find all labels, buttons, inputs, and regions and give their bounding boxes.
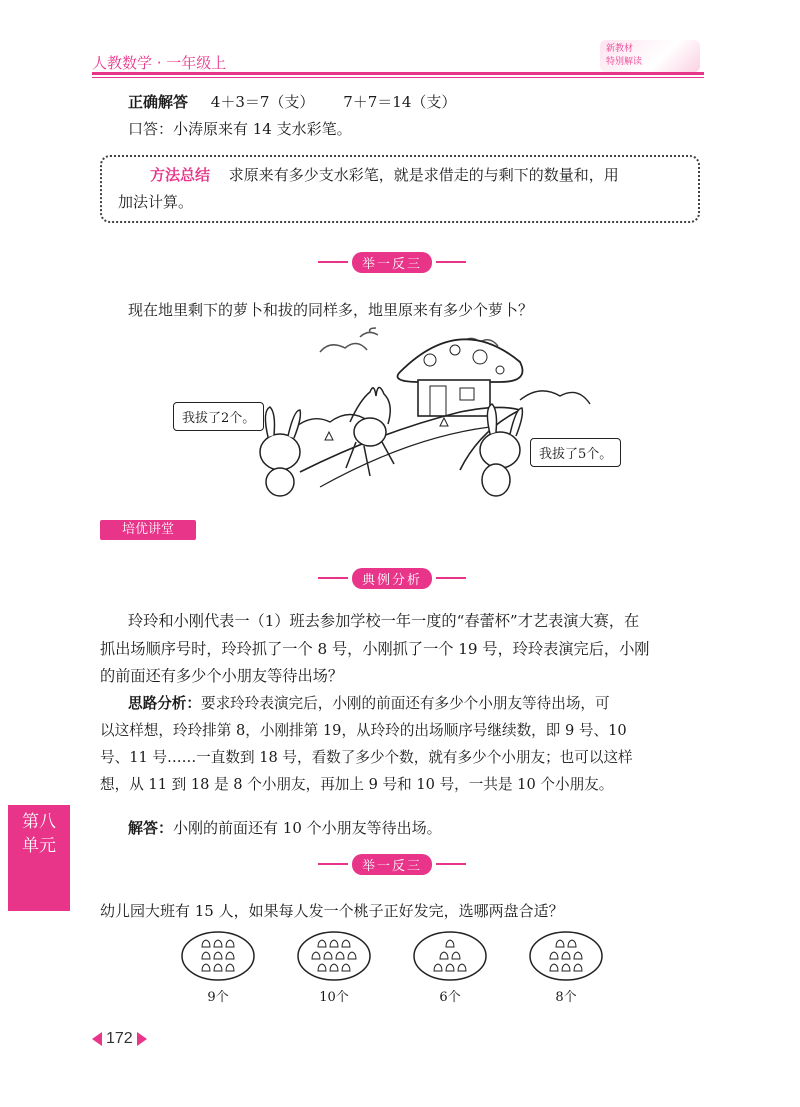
side-tab-line-2: 单元 bbox=[22, 836, 56, 856]
section-tag: 培优讲堂 bbox=[100, 520, 196, 540]
answer-label: 正确解答 bbox=[128, 93, 189, 111]
banner-line-left bbox=[318, 863, 348, 865]
banner-line-right bbox=[436, 863, 466, 865]
summary-text-1: 求原来有多少支水彩笔，就是求借走的与剩下的数量和，用 bbox=[228, 166, 619, 184]
banner-chip bbox=[352, 252, 432, 273]
banner-chip bbox=[352, 568, 432, 589]
banner-char: 举 bbox=[362, 858, 378, 874]
banner-line-right bbox=[436, 577, 466, 579]
banner-char: 三 bbox=[407, 256, 423, 272]
banner-char: 反 bbox=[392, 858, 408, 874]
header-divider-thin bbox=[92, 77, 704, 78]
peach-plate bbox=[180, 930, 256, 1005]
banner-chip bbox=[352, 854, 432, 875]
banner-char: 例 bbox=[377, 572, 393, 588]
next-arrow-icon bbox=[137, 1032, 147, 1046]
plate-drawing bbox=[296, 930, 372, 982]
badge-line-1: 新教材 bbox=[606, 44, 634, 54]
plate-label: 9个 bbox=[207, 990, 229, 1005]
analysis-line-3: 号、11 号……一直数到 18 号，看数了多少个数，就有多少个小朋友；也可以这样 bbox=[100, 749, 633, 766]
peach-plate bbox=[296, 930, 372, 1005]
plate-drawing bbox=[412, 930, 488, 982]
banner-line-left bbox=[318, 577, 348, 579]
analysis-line-4: 想，从 11 到 18 是 8 个小朋友，再加上 9 号和 10 号，一共是 10 个小朋友。 bbox=[100, 776, 614, 793]
summary-label: 方法总结 bbox=[150, 166, 211, 184]
speech-bubble-left: 我拔了2个。 bbox=[173, 402, 264, 431]
peach-plates bbox=[180, 930, 620, 1010]
banner-char: 典 bbox=[362, 572, 378, 588]
banner-line-left bbox=[318, 261, 348, 263]
banner-practice-1 bbox=[318, 252, 466, 272]
analysis-label: 思路分析： bbox=[128, 695, 201, 712]
example-line-3: 的前面还有多少个小朋友等待出场？ bbox=[100, 667, 343, 685]
side-tab-line-1: 第八 bbox=[22, 812, 56, 832]
solution-text: 小刚的前面还有 10 个小朋友等待出场。 bbox=[173, 819, 442, 837]
header-divider bbox=[92, 72, 704, 75]
analysis-line-2: 以这样想，玲玲排第 8，小刚排第 19，从玲玲的出场顺序号继续数，即 9 号、10 bbox=[100, 722, 627, 739]
plate-drawing bbox=[528, 930, 604, 982]
peach-plate bbox=[528, 930, 604, 1005]
banner-char: 三 bbox=[407, 858, 423, 874]
header-title: 人教数学 · 一年级上 bbox=[92, 54, 227, 72]
problem-2-text: 幼儿园大班有 15 人，如果每人发一个桃子正好发完，选哪两盘合适？ bbox=[100, 902, 564, 920]
answer-formula-2: 7＋7＝14（支） bbox=[343, 93, 457, 111]
peach-plate bbox=[412, 930, 488, 1005]
banner-char: 一 bbox=[377, 256, 393, 272]
example-line-2: 抓出场顺序号时，玲玲抓了一个 8 号，小刚抓了一个 19 号，玲玲表演完后，小刚 bbox=[100, 640, 650, 658]
banner-practice-2 bbox=[318, 854, 466, 874]
banner-char: 反 bbox=[392, 256, 408, 272]
analysis-text-1: 要求玲玲表演完后，小刚的前面还有多少个小朋友等待出场，可 bbox=[200, 695, 610, 712]
plate-label: 6个 bbox=[439, 990, 461, 1005]
banner-char: 举 bbox=[362, 256, 378, 272]
summary-text-2: 加法计算。 bbox=[118, 193, 194, 211]
solution-line bbox=[128, 815, 442, 841]
page-number: 172 bbox=[106, 1030, 133, 1047]
solution-label: 解答： bbox=[128, 819, 174, 837]
speech-bubble-right: 我拔了5个。 bbox=[530, 438, 621, 467]
banner-example bbox=[318, 568, 466, 588]
plate-label: 8个 bbox=[555, 990, 577, 1005]
problem-1-text: 现在地里剩下的萝卜和拔的同样多，地里原来有多少个萝卜？ bbox=[128, 301, 534, 319]
plate-drawing bbox=[180, 930, 256, 982]
plate-rim bbox=[298, 932, 370, 980]
banner-char: 析 bbox=[407, 572, 423, 588]
banner-char: 分 bbox=[392, 572, 408, 588]
prev-arrow-icon bbox=[92, 1032, 102, 1046]
plate-rim bbox=[414, 932, 486, 980]
analysis-line-1 bbox=[128, 691, 610, 717]
plate-label: 10个 bbox=[319, 990, 349, 1005]
answer-block bbox=[128, 89, 456, 115]
page-number-nav bbox=[92, 1030, 147, 1048]
banner-line-right bbox=[436, 261, 466, 263]
badge-line-2: 特别解读 bbox=[606, 57, 643, 67]
example-line-1: 玲玲和小刚代表一（1）班去参加学校一年一度的“春蕾杯”才艺表演大赛，在 bbox=[128, 612, 640, 630]
answer-reply: 口答：小涛原来有 14 支水彩笔。 bbox=[128, 120, 352, 138]
edition-badge bbox=[600, 40, 700, 72]
unit-side-tab bbox=[8, 805, 70, 911]
banner-char: 一 bbox=[377, 858, 393, 874]
answer-formula-1: 4＋3＝7（支） bbox=[210, 93, 315, 111]
summary-line-1 bbox=[150, 162, 619, 188]
